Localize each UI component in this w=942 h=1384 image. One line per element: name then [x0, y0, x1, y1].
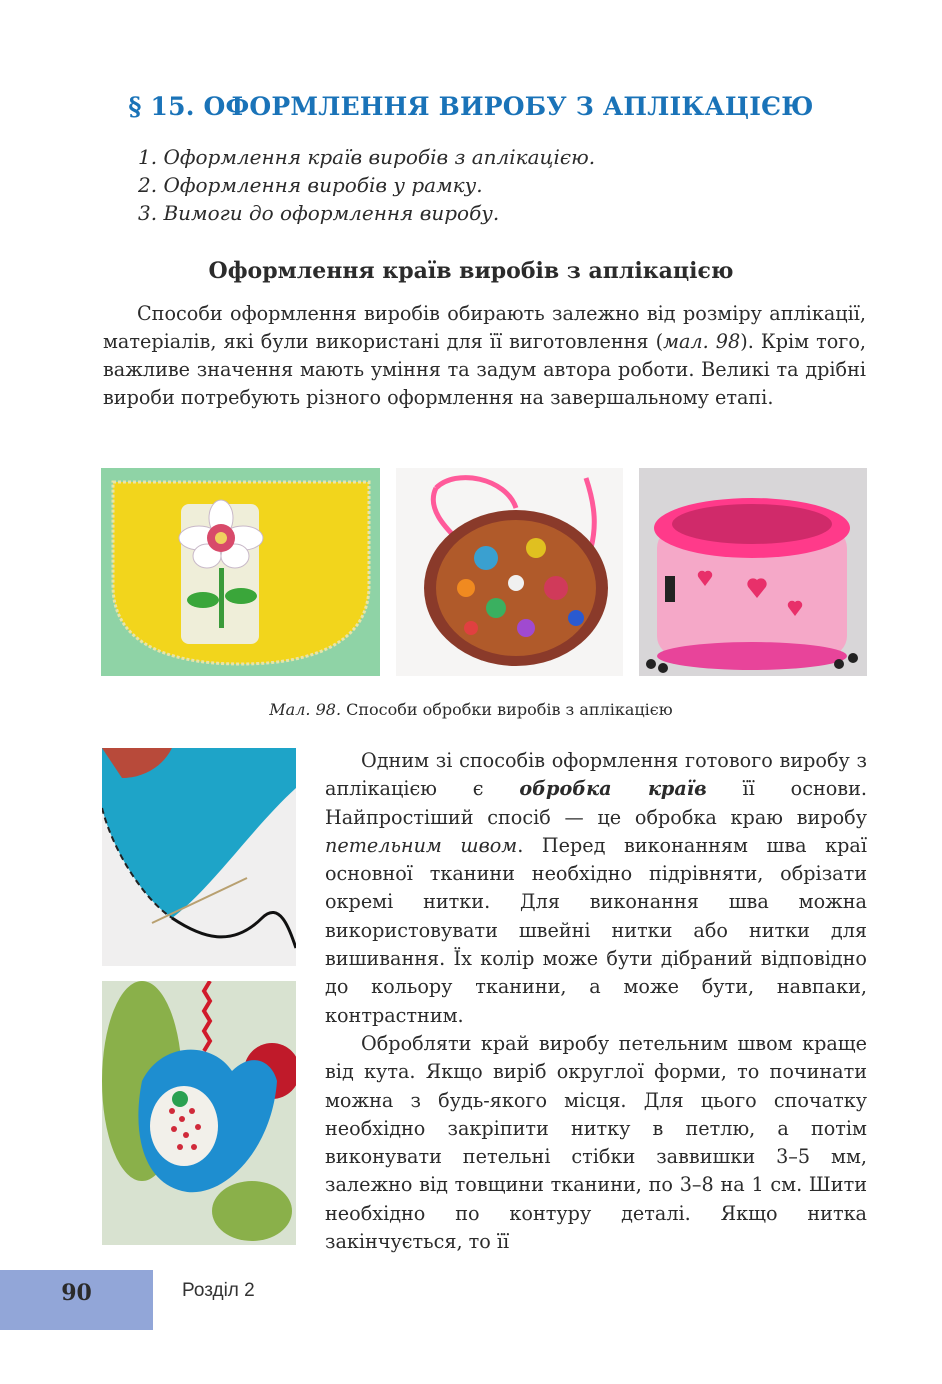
figure-caption — [0, 700, 942, 719]
body-text-run: її основи. Найпростіший спосіб — це обробка краю виробу — [325, 777, 867, 829]
body-text — [325, 747, 867, 1256]
photo-pocket-applique — [101, 468, 380, 676]
section-label: Розділ 2 — [182, 1280, 255, 1301]
body-paragraph: Обробляти край виробу петельним швом краще від кута. Якщо виріб округлої форми, то починати можна з будь-якого місця. Для цього спочатку необхідно закріпити нитку в петлю, а потім виконувати петельні стібки заввишки 3–5 мм, залежно від товщини тканини, по 3–8 на 1 см. Шити необхідно по контуру деталі. Якщо нитка закінчується, то її — [325, 1031, 867, 1254]
body-text-run: Одним зі способів оформлення готового виробу з аплікацією є — [325, 749, 867, 801]
figure-reference: мал. 98 — [663, 330, 741, 353]
lesson-plan-item: 3. Вимоги до оформлення виробу. — [138, 201, 500, 225]
term-highlight: петельним швом — [325, 833, 518, 857]
photo-pink-box — [639, 468, 867, 676]
section-heading: Оформлення країв виробів з аплікацією — [208, 258, 734, 284]
page-number: 90 — [61, 1280, 92, 1306]
page-title: § 15. ОФОРМЛЕННЯ ВИРОБУ З АПЛІКАЦІЄЮ — [128, 92, 814, 121]
lesson-plan-item: 2. Оформлення виробів у рамку. — [138, 173, 483, 197]
caption-text: Способи обробки виробів з аплікацією — [346, 700, 673, 719]
body-text-run: . Перед виконанням шва краї основної тканини необхідно підрівняти, обрізати окремі нитки. Для виконання шва можна використовувати швейні нитки або нитки для вишивання. Їх колір може бути дібраний відповідно до кольору тканини, а може бути, навпаки, контрастним. — [325, 833, 868, 1027]
photo-felt-ornament — [396, 468, 623, 676]
intro-text: Способи оформлення виробів обирають залежно від розміру аплікації, матеріалів, які були використані для її виготовлення ( — [103, 302, 866, 353]
lesson-plan — [138, 143, 595, 227]
photo-buttonhole-stitch — [102, 748, 296, 966]
intro-text: ). Крім того, важливе значення мають уміння та задум автора роботи. Великі та дрібні вироби потребують різного оформлення на завершальному етапі. — [103, 330, 866, 409]
body-paragraph — [325, 747, 867, 1030]
intro-paragraph — [103, 300, 866, 412]
caption-label: Мал. 98. — [269, 700, 342, 719]
photo-felt-bird — [102, 981, 296, 1245]
term-highlight: обробка країв — [519, 777, 707, 801]
lesson-plan-item: 1. Оформлення країв виробів з аплікацією. — [138, 145, 596, 169]
